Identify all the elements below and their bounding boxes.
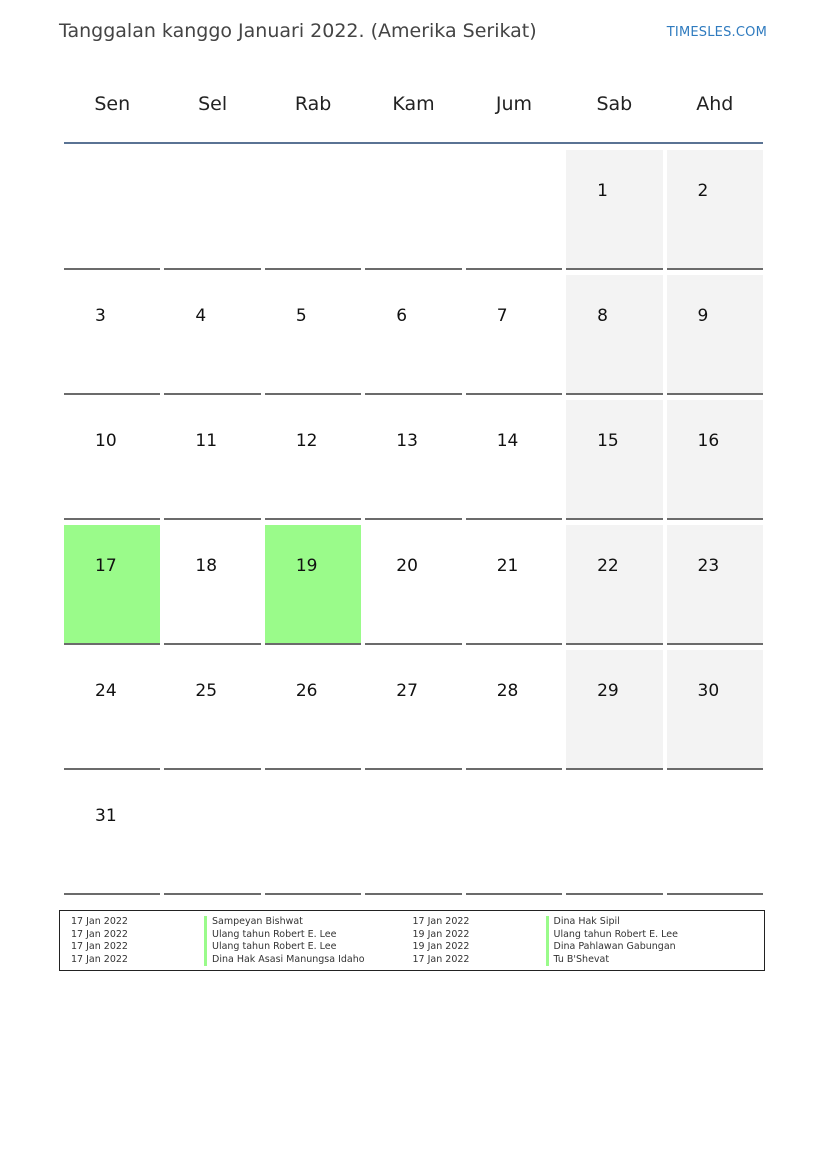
calendar-day-cell[interactable] xyxy=(265,275,361,395)
holiday-name: Dina Pahlawan Gabungan xyxy=(546,941,676,954)
calendar-day-cell[interactable] xyxy=(667,150,763,270)
day-number: 9 xyxy=(697,306,709,326)
day-number: 5 xyxy=(295,306,307,326)
holiday-list-left-column xyxy=(71,916,413,970)
day-number: 16 xyxy=(697,431,720,451)
holiday-list-item xyxy=(71,916,413,929)
calendar-day-cell[interactable] xyxy=(466,275,562,395)
calendar-day-cell xyxy=(164,150,260,270)
day-number: 6 xyxy=(396,306,408,326)
day-number: 7 xyxy=(496,306,508,326)
day-number: 28 xyxy=(496,681,519,701)
calendar-day-cell[interactable] xyxy=(365,400,461,520)
holiday-list-item xyxy=(71,929,413,942)
day-number: 10 xyxy=(95,431,117,451)
calendar-day-cell[interactable] xyxy=(566,650,662,770)
calendar-day-cell[interactable] xyxy=(466,525,562,645)
holiday-list xyxy=(59,910,765,971)
day-number: 17 xyxy=(95,556,117,576)
day-number: 1 xyxy=(597,181,608,201)
day-number: 26 xyxy=(295,681,318,701)
page-title: Tanggalan kanggo Januari 2022. (Amerika Serikat) xyxy=(59,20,537,42)
day-number: 29 xyxy=(597,681,619,701)
calendar-day-cell xyxy=(265,150,361,270)
weekday-label: Jum xyxy=(495,93,532,115)
calendar-day-cell xyxy=(265,775,361,895)
holiday-name: Sampeyan Bishwat xyxy=(204,916,303,929)
day-number: 20 xyxy=(396,556,418,576)
holiday-date: 17 Jan 2022 xyxy=(71,941,128,953)
day-number: 19 xyxy=(295,556,318,576)
holiday-list-item xyxy=(71,941,413,954)
holiday-list-item xyxy=(413,941,755,954)
weekday-label: Ahd xyxy=(696,93,734,115)
calendar-day-cell xyxy=(164,775,260,895)
weekday-header xyxy=(62,80,765,128)
holiday-date: 17 Jan 2022 xyxy=(412,953,470,965)
calendar-day-cell xyxy=(466,150,562,270)
calendar-day-cell[interactable] xyxy=(566,275,662,395)
holiday-name: Tu B'Shevat xyxy=(546,954,610,967)
day-number: 24 xyxy=(95,681,117,701)
calendar-day-cell[interactable] xyxy=(164,525,260,645)
holiday-name: Ulang tahun Robert E. Lee xyxy=(204,941,336,954)
calendar-day-cell[interactable] xyxy=(64,650,160,770)
calendar-day-cell[interactable] xyxy=(566,150,662,270)
day-number: 18 xyxy=(195,556,218,576)
calendar-day-cell[interactable] xyxy=(667,650,763,770)
calendar-day-cell[interactable] xyxy=(365,650,461,770)
holiday-name: Ulang tahun Robert E. Lee xyxy=(204,929,336,942)
holiday-name: Dina Hak Asasi Manungsa Idaho xyxy=(204,954,365,967)
holiday-list-right-column xyxy=(413,916,755,970)
brand-link[interactable]: TIMESLES.COM xyxy=(666,25,767,40)
holiday-date: 17 Jan 2022 xyxy=(71,953,128,965)
holiday-list-item xyxy=(413,929,755,942)
day-number: 30 xyxy=(697,681,720,701)
calendar-day-cell[interactable] xyxy=(164,275,260,395)
calendar-day-cell[interactable] xyxy=(265,400,361,520)
day-number: 2 xyxy=(697,181,709,201)
holiday-date: 17 Jan 2022 xyxy=(412,916,470,927)
weekday-label: Sen xyxy=(94,93,131,115)
weekday-label: Rab xyxy=(294,93,332,115)
calendar-day-cell xyxy=(365,150,461,270)
calendar-day-cell xyxy=(365,775,461,895)
calendar-day-cell xyxy=(466,775,562,895)
weekday-label: Kam xyxy=(392,93,435,115)
calendar-day-cell xyxy=(667,775,763,895)
header-divider xyxy=(64,142,763,144)
calendar-day-cell[interactable] xyxy=(466,650,562,770)
calendar-day-cell[interactable] xyxy=(566,400,662,520)
calendar-day-cell[interactable] xyxy=(64,275,160,395)
calendar-day-cell[interactable] xyxy=(365,525,461,645)
holiday-name: Dina Hak Sipil xyxy=(546,916,620,929)
holiday-date: 19 Jan 2022 xyxy=(412,928,470,940)
weekday-label: Sab xyxy=(596,93,633,115)
weekday-label: Sel xyxy=(198,93,228,115)
day-number: 11 xyxy=(195,431,218,451)
holiday-list-item xyxy=(71,954,413,967)
holiday-date: 17 Jan 2022 xyxy=(71,916,128,927)
day-number: 22 xyxy=(597,556,619,576)
day-number: 31 xyxy=(95,806,117,826)
calendar-day-cell xyxy=(566,775,662,895)
holiday-name: Ulang tahun Robert E. Lee xyxy=(546,929,678,942)
day-number: 8 xyxy=(597,306,608,326)
day-number: 13 xyxy=(396,431,418,451)
calendar-day-cell[interactable] xyxy=(667,400,763,520)
day-number: 27 xyxy=(396,681,418,701)
calendar-day-cell[interactable] xyxy=(667,275,763,395)
holiday-list-item xyxy=(413,916,755,929)
calendar-day-cell[interactable] xyxy=(164,400,260,520)
holiday-date: 19 Jan 2022 xyxy=(412,941,470,953)
calendar-day-cell[interactable] xyxy=(164,650,260,770)
calendar-day-cell[interactable] xyxy=(365,275,461,395)
calendar-day-cell[interactable] xyxy=(265,650,361,770)
calendar-day-cell[interactable] xyxy=(64,775,160,895)
day-number: 14 xyxy=(496,431,519,451)
day-number: 15 xyxy=(597,431,619,451)
day-number: 25 xyxy=(195,681,218,701)
holiday-date: 17 Jan 2022 xyxy=(71,928,128,940)
day-number: 21 xyxy=(496,556,519,576)
holiday-list-item xyxy=(413,954,755,967)
calendar-day-cell[interactable] xyxy=(667,525,763,645)
day-number: 4 xyxy=(195,306,207,326)
calendar-day-cell[interactable] xyxy=(466,400,562,520)
day-number: 12 xyxy=(295,431,318,451)
calendar-day-cell[interactable] xyxy=(265,525,361,645)
day-number: 23 xyxy=(697,556,720,576)
calendar-day-cell xyxy=(64,150,160,270)
calendar-day-cell[interactable] xyxy=(64,525,160,645)
calendar-grid xyxy=(62,150,765,900)
calendar-day-cell[interactable] xyxy=(566,525,662,645)
day-number: 3 xyxy=(95,306,106,326)
calendar-day-cell[interactable] xyxy=(64,400,160,520)
